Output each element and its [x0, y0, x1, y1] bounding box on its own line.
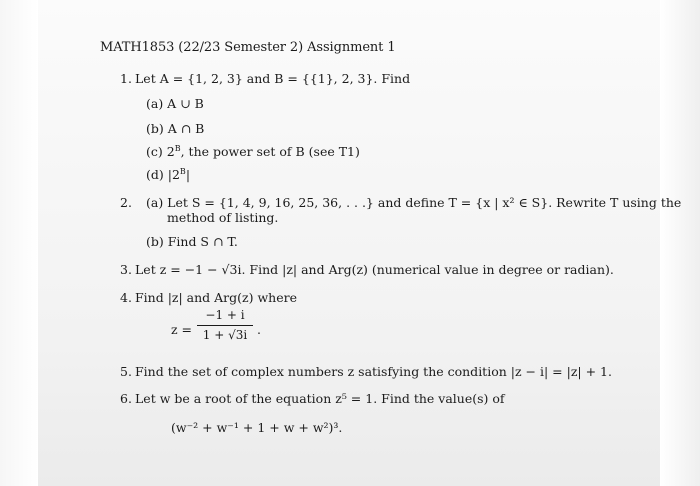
q2-number: 2.: [120, 195, 132, 210]
q4-lhs: z =: [171, 322, 193, 337]
q1-part-c-desc: , the power set of B (see T1): [180, 144, 360, 159]
q2-part-a-line1: (a) Let S = {1, 4, 9, 16, 25, 36, . . .} and define T = {x | x² ∈ S}. Rewrite T using the: [146, 195, 682, 210]
q1-part-d-exp: B: [179, 167, 186, 176]
q5-text: Find the set of complex numbers z satisfying the condition |z − i| = |z| + 1.: [135, 364, 612, 379]
q2-part-b: (b) Find S ∩ T.: [146, 234, 238, 249]
q4-numerator: −1 + i: [205, 308, 245, 322]
q5-number: 5.: [120, 364, 132, 379]
q4-fraction-bar: [197, 325, 253, 326]
assignment-sheet: [38, 0, 682, 486]
q1-part-c-base: 2: [166, 144, 175, 159]
q1-stem: Let A = {1, 2, 3} and B = {{1}, 2, 3}. Find: [135, 71, 411, 86]
q1-number: 1.: [120, 71, 132, 86]
q1-part-c-exp: B: [174, 144, 181, 153]
q1-part-b: (b) A ∩ B: [146, 121, 205, 136]
q2-part-a-line2: method of listing.: [167, 210, 279, 225]
q1-part-d-base: |2: [167, 167, 180, 182]
q4-end: .: [257, 322, 261, 337]
q4-text: Find |z| and Arg(z) where: [135, 290, 297, 305]
right-margin-shadow: [660, 0, 700, 486]
left-margin-shadow: [0, 0, 38, 486]
q3-text: Let z = −1 − √3i. Find |z| and Arg(z) (numerical value in degree or radian).: [135, 262, 614, 277]
q3-number: 3.: [120, 262, 132, 277]
assignment-title: MATH1853 (22/23 Semester 2) Assignment 1: [100, 40, 396, 55]
q6-text: Let w be a root of the equation z⁵ = 1. Find the value(s) of: [135, 391, 505, 406]
q1-part-c: [146, 144, 360, 159]
q6-number: 6.: [120, 391, 132, 406]
q4-denominator: 1 + √3i: [202, 328, 248, 342]
q1-part-d-close: |: [185, 167, 191, 182]
q6-expression: (w⁻² + w⁻¹ + 1 + w + w²)³.: [171, 420, 343, 435]
q1-part-d-label: (d): [146, 167, 164, 182]
q1-part-a: (a) A ∪ B: [146, 96, 204, 111]
q1-part-d: [146, 167, 190, 182]
q4-number: 4.: [120, 290, 132, 305]
q1-part-c-label: (c): [146, 144, 163, 159]
q4-fraction: [195, 308, 255, 348]
